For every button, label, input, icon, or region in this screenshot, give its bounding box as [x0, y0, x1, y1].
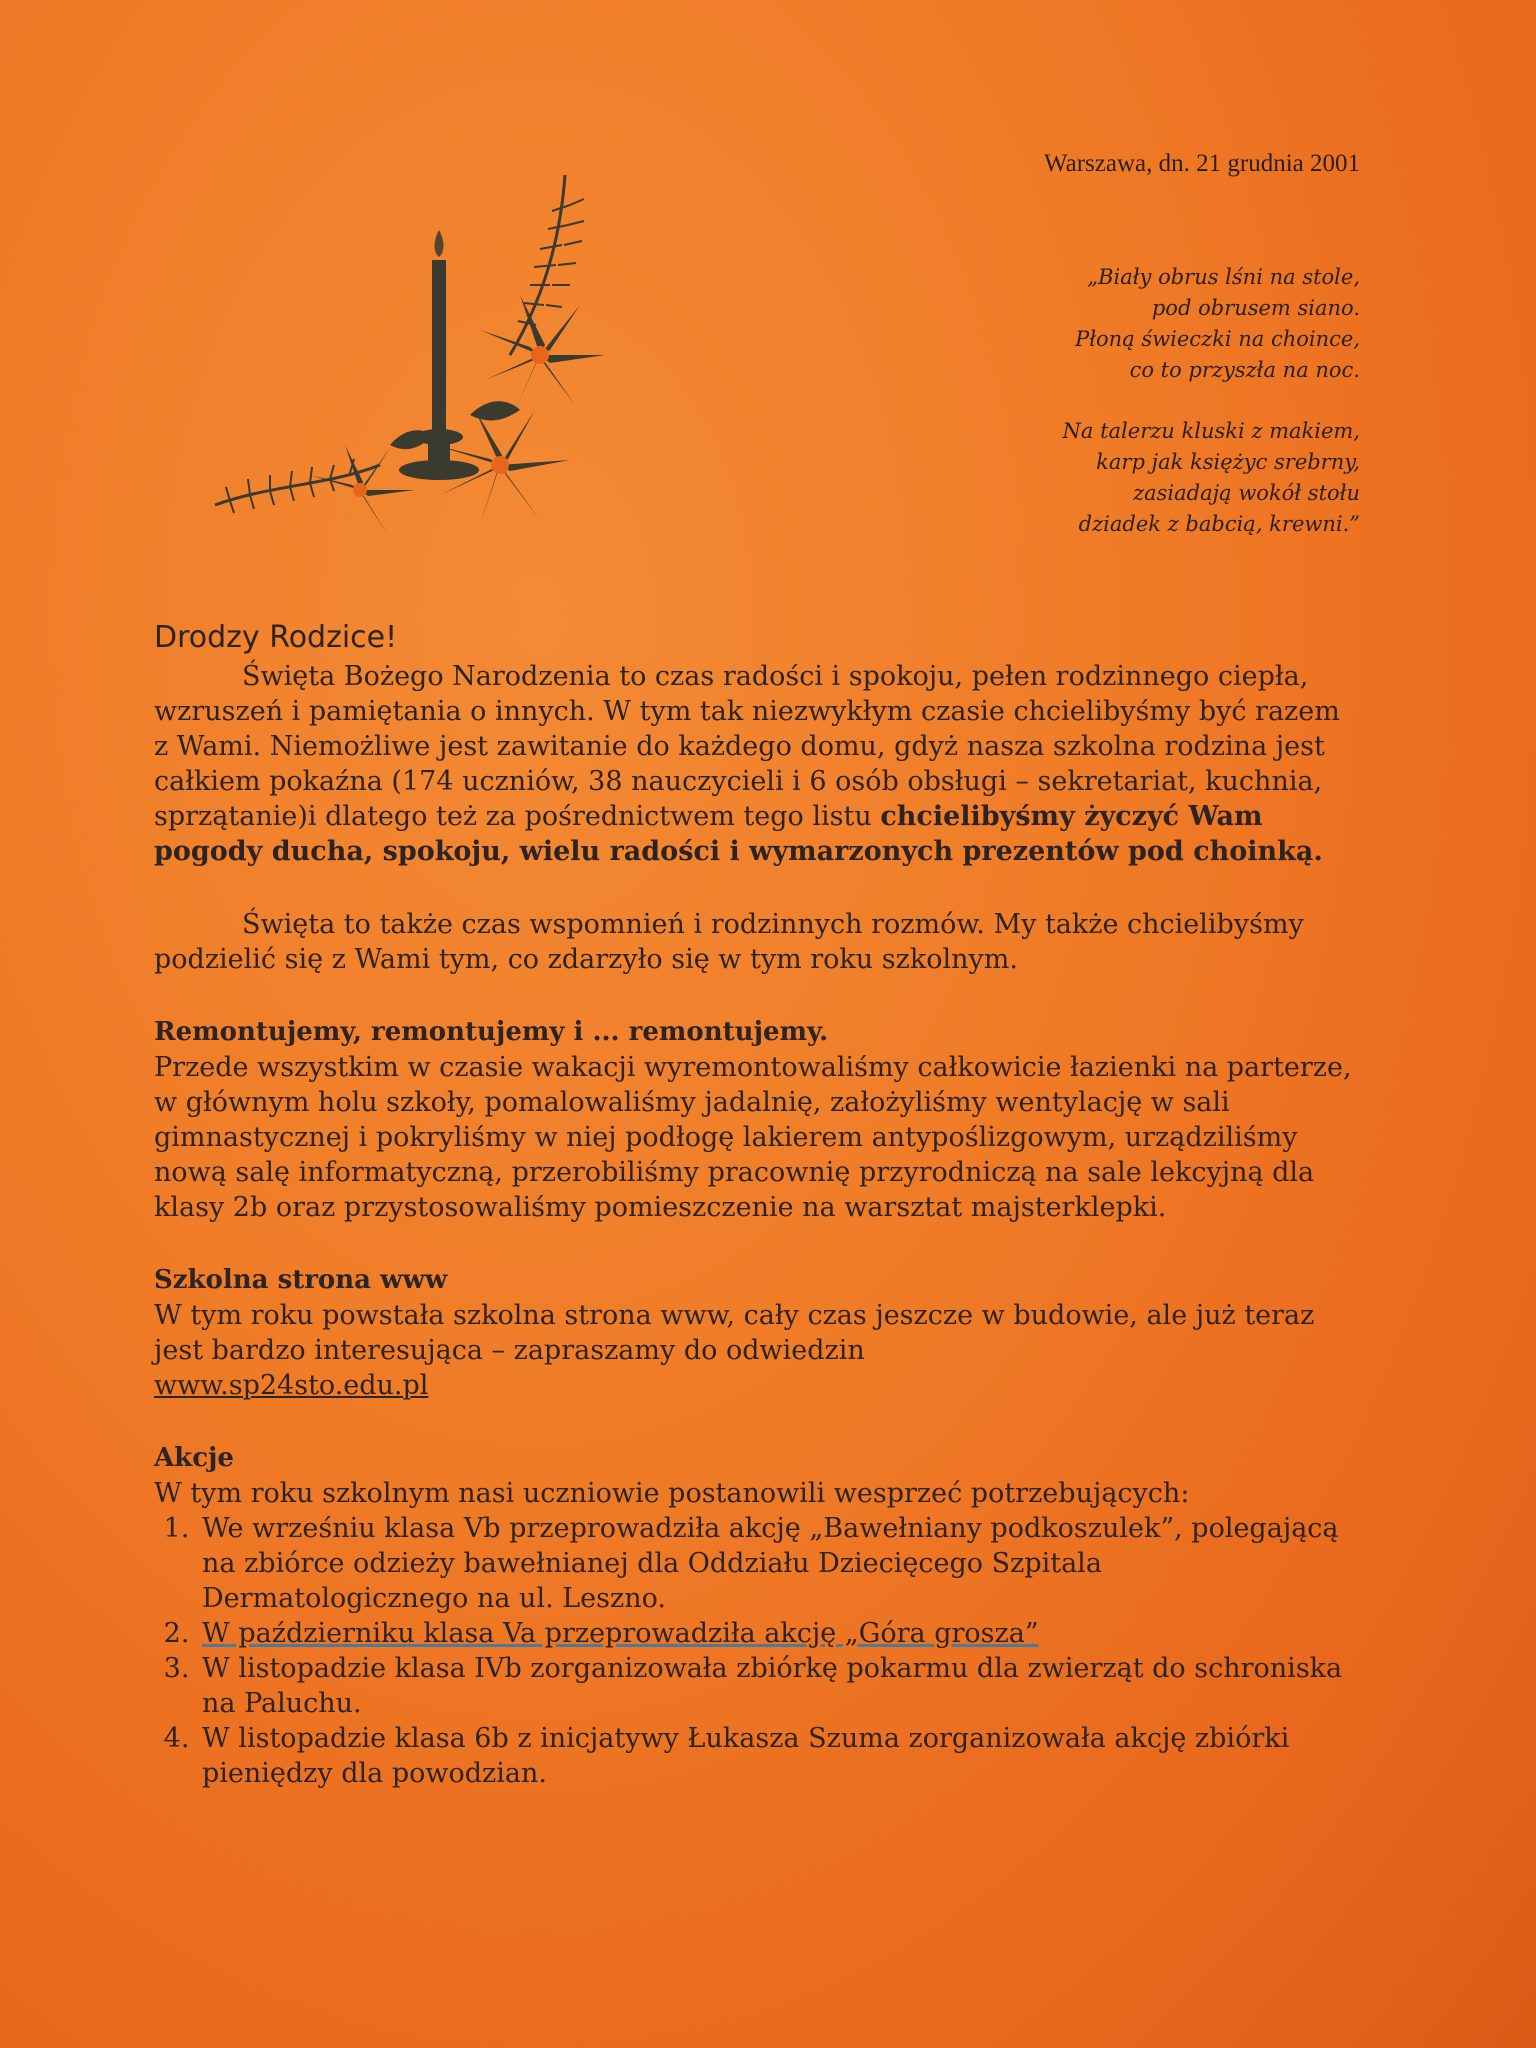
renovation-heading: Remontujemy, remontujemy i ... remontujemy.	[154, 1017, 829, 1047]
list-item: 4. W listopadzie klasa 6b z inicjatywy Łukasza Szuma zorganizowała akcję zbiórki pieniędzy dla powodzian.	[198, 1721, 1354, 1791]
date-line: Warszawa, dn. 21 grudnia 2001	[1044, 150, 1360, 177]
intro-text: Święta Bożego Narodzenia to czas radości i spokoju, pełen rodzinnego ciepła, wzruszeń i pamiętania o innych. W tym tak niezwykłym czasie chcielibyśmy być razem z Wami. Niemożliwe jest zawitanie do każdego domu, gdyż nasza szkolna rodzina jest całkiem pokaźna (174 uczniów, 38 nauczycieli i 6 osób obsługi – sekretariat, kuchnia, sprzątanie)i dlatego też za pośrednictwem tego listu	[154, 661, 1340, 832]
poem-line: zasiadają wokół stołu	[1133, 481, 1360, 505]
poem-line: Płoną świeczki na choince,	[1075, 327, 1360, 351]
greeting: Drodzy Rodzice!	[154, 620, 398, 655]
christmas-candle-poinsettia-icon	[210, 165, 640, 555]
memories-paragraph: Święta to także czas wspomnień i rodzinnych rozmów. My także chcielibyśmy podzielić się z Wami tym, co zdarzyło się w tym roku szkolnym.	[154, 909, 1304, 975]
list-item: 1. We wrześniu klasa Vb przeprowadziła akcję „Bawełniany podkoszulek”, polegającą na zbiórce odzieży bawełnianej dla Oddziału Dziecięcego Szpitala Dermatologicznego na ul. Leszno.	[198, 1511, 1354, 1616]
website-heading: Szkolna strona www	[154, 1265, 448, 1295]
intro-wishes: chcielibyśmy życzyć Wam pogody ducha, spokoju, wielu radości i wymarzonych prezentów pod choinką.	[154, 801, 1323, 867]
list-item: 3. W listopadzie klasa IVb zorganizowała zbiórkę pokarmu dla zwierząt do schroniska na Paluchu.	[198, 1651, 1354, 1721]
poem-line: „Biały obrus lśni na stole,	[1087, 265, 1360, 289]
renovation-paragraph: Przede wszystkim w czasie wakacji wyremontowaliśmy całkowicie łazienki na parterze, w głównym holu szkoły, pomalowaliśmy jadalnię, założyliśmy wentylację w sali gimnastycznej i pokryliśmy w niej podłogę lakierem antypoślizgowym, urządziliśmy nową salę informatyczną, przerobiliśmy pracownię przyrodniczą na sale lekcyjną dla klasy 2b oraz przystosowaliśmy pomieszczenie na warsztat majsterklepki.	[154, 1052, 1352, 1223]
poem	[1063, 262, 1360, 570]
poem-line: Na talerzu kluski z makiem,	[1062, 419, 1360, 443]
poem-line: dziadek z babcią, krewni.”	[1078, 512, 1360, 536]
letter-body	[154, 620, 1354, 1791]
poem-line: co to przyszła na noc.	[1129, 358, 1360, 382]
poem-stanza-2	[1063, 416, 1360, 540]
website-link[interactable]: www.sp24sto.edu.pl	[154, 1370, 429, 1401]
poem-stanza-1	[1063, 262, 1360, 386]
actions-list	[154, 1511, 1354, 1791]
poem-line: pod obrusem siano.	[1151, 296, 1360, 320]
website-paragraph: W tym roku powstała szkolna strona www, cały czas jeszcze w budowie, ale już teraz jest bardzo interesująca – zapraszamy do odwiedzin	[154, 1300, 1315, 1366]
intro-paragraph	[154, 659, 1354, 869]
list-item-text: W październiku klasa Va przeprowadziła akcję „Góra grosza”	[202, 1618, 1039, 1649]
poem-line: karp jak księżyc srebrny,	[1096, 450, 1360, 474]
list-item	[198, 1616, 1354, 1651]
actions-intro: W tym roku szkolnym nasi uczniowie postanowili wesprzeć potrzebujących:	[154, 1478, 1190, 1509]
actions-heading: Akcje	[154, 1443, 234, 1473]
